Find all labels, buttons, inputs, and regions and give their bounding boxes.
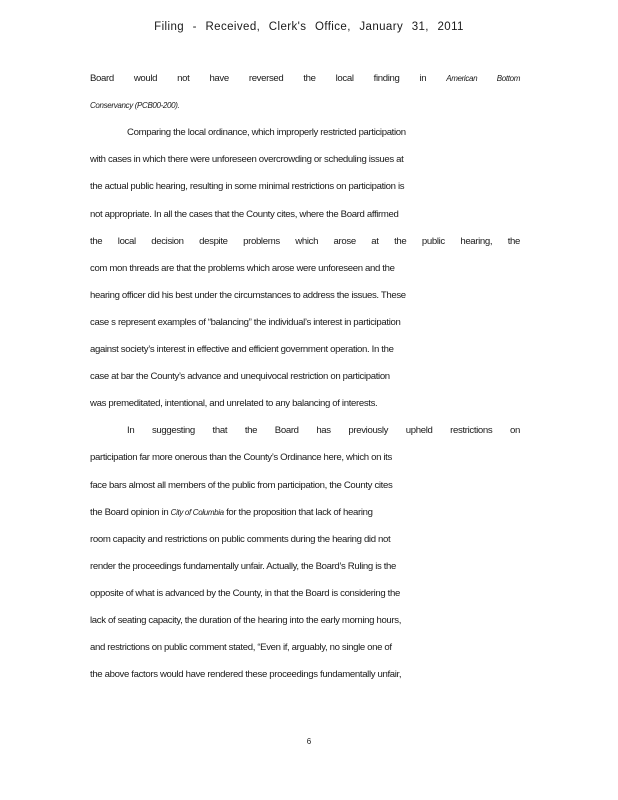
text-line (90, 615, 520, 626)
text-line (90, 507, 520, 518)
text-line (90, 100, 520, 111)
text-line (127, 425, 520, 436)
text-line (90, 452, 520, 463)
text-segment: participation far more onerous than the County’s Ordinance here, which on its (90, 452, 392, 464)
text-segment: the local decision despite problems which arose at the public hearing, the (90, 235, 520, 247)
text-segment: In suggesting that the Board has previously upheld restrictions on (127, 425, 520, 437)
text-line (90, 290, 520, 301)
text-segment: with cases in which there were unforeseen overcrowding or scheduling issues at (90, 154, 404, 166)
case-citation: American Bottom (446, 74, 521, 83)
text-segment: was premeditated, intentional, and unrelated to any balancing of interests. (90, 398, 378, 410)
text-line (127, 127, 520, 138)
text-segment: Board would not have reversed the local finding in (90, 73, 447, 84)
text-line (90, 642, 520, 653)
text-line (90, 371, 520, 382)
text-segment: opposite of what is advanced by the County, in that the Board is considering the (90, 587, 400, 599)
filing-header: Filing - Received, Clerk's Office, January 31, 2011 (154, 21, 464, 33)
page-number: 6 (306, 737, 312, 746)
text-segment: the above factors would have rendered these proceedings fundamentally unfair, (90, 669, 402, 681)
text-line (90, 236, 520, 247)
text-segment: case at bar the County’s advance and unequivocal restriction on participation (90, 371, 390, 383)
text-segment: render the proceedings fundamentally unfair. Actually, the Board’s Ruling is the (90, 560, 397, 572)
text-line (90, 561, 520, 572)
text-segment: not appropriate. In all the cases that the County cites, where the Board affirmed (90, 208, 399, 220)
text-line (90, 209, 520, 220)
text-line (90, 588, 520, 599)
text-line (90, 317, 520, 328)
text-line (90, 154, 520, 165)
text-segment: Comparing the local ordinance, which improperly restricted participation (127, 127, 406, 139)
text-segment: and restrictions on public comment stated, “Even if, arguably, no single one of (90, 642, 392, 654)
text-line (90, 480, 520, 491)
case-citation: Conservancy (PCB00-200). (90, 101, 180, 111)
text-line (90, 263, 520, 274)
text-segment: case s represent examples of “balancing” the individual’s interest in participation (90, 316, 401, 328)
text-segment: lack of seating capacity, the duration of the hearing into the early morning hours, (90, 615, 402, 626)
text-segment: the actual public hearing, resulting in some minimal restrictions on participation is (90, 181, 405, 193)
text-segment: for the proposition that lack of hearing (223, 506, 373, 518)
text-segment: the Board opinion in (90, 506, 171, 518)
text-line (90, 669, 520, 680)
text-segment: hearing officer did his best under the circumstances to address the issues. These (90, 289, 406, 301)
text-line (90, 534, 520, 545)
case-citation: City of Columbia (170, 507, 224, 517)
text-line (90, 398, 520, 409)
text-line (90, 344, 520, 355)
text-line (90, 73, 520, 84)
text-line (90, 181, 520, 192)
text-segment: com mon threads are that the problems which arose were unforeseen and the (90, 262, 395, 274)
text-segment: against society’s interest in effective and efficient government operation. In the (90, 344, 394, 355)
text-segment: face bars almost all members of the public from participation, the County cites (90, 479, 393, 491)
text-segment: room capacity and restrictions on public comments during the hearing did not (90, 533, 391, 545)
